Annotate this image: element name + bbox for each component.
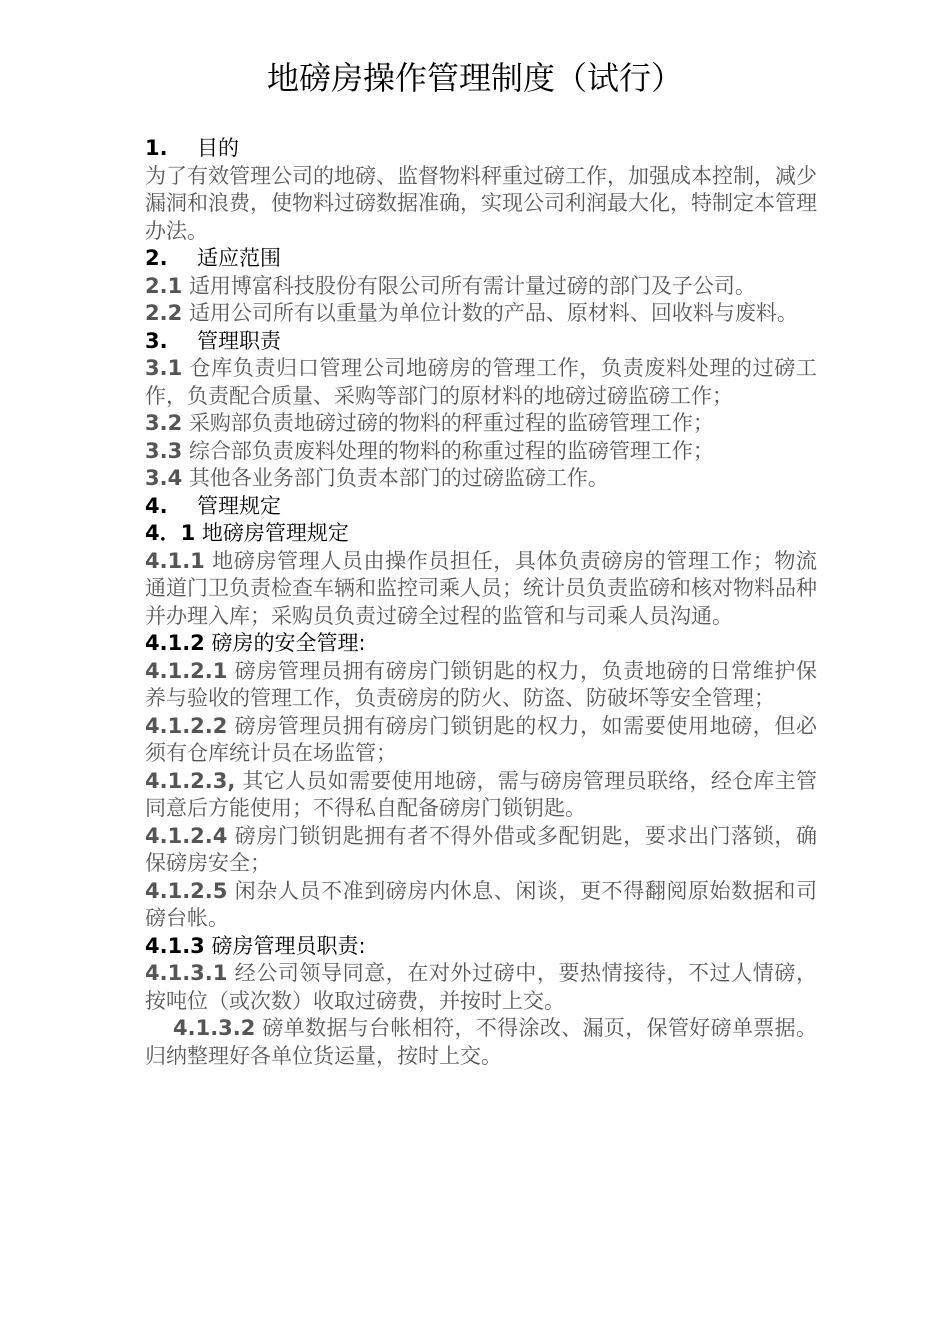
clause <box>145 300 817 328</box>
subsection-title: 磅房管理员职责: <box>211 933 366 958</box>
clause-number: 3.3 <box>145 438 183 463</box>
section-title: 适应范围 <box>197 246 281 270</box>
clause-text: 地磅房管理人员由操作员担任，具体负责磅房的管理工作；物流通道门卫负责检查车辆和监控司乘人员；统计员负责监磅和核对物料品种并办理入库；采购员负责过磅全过程的监管和与司乘人员沟通。 <box>145 548 817 628</box>
subsection-number: 4.1.2 <box>145 631 205 655</box>
subsection-heading <box>145 520 817 548</box>
clause-number: 4.1.2.2 <box>145 713 228 738</box>
clause-number: 3.1 <box>145 356 183 380</box>
section-number: 3. <box>145 328 168 353</box>
clause-number: 4.1.1 <box>145 548 205 573</box>
clause <box>145 713 817 768</box>
section-heading <box>145 328 817 356</box>
section-number: 1. <box>145 136 168 160</box>
clause-text: 经公司领导同意，在对外过磅中，要热情接待，不过人情磅，按吨位（或次数）收取过磅费，并按时上交。 <box>145 961 817 1013</box>
clause <box>145 438 817 466</box>
subsection-title: 磅房的安全管理: <box>211 631 366 655</box>
clause <box>145 1015 817 1070</box>
document-title: 地磅房操作管理制度（试行） <box>266 59 683 97</box>
clause <box>145 410 817 438</box>
section-heading <box>145 135 817 163</box>
clause-text: 采购部负责地磅过磅的物料的秤重过程的监磅管理工作； <box>188 411 714 435</box>
clause <box>145 355 817 410</box>
clause-number: 4.1.2.3, <box>145 768 236 793</box>
clause-number: 2.2 <box>145 301 183 325</box>
document-body <box>145 135 817 1070</box>
clause-number: 4.1.2.5 <box>145 878 228 903</box>
clause-text: 磅房管理员拥有磅房门锁钥匙的权力，如需要使用地磅，但必须有仓库统计员在场监管； <box>145 713 817 765</box>
clause <box>145 960 817 1015</box>
clause-number: 4.1.3.2 <box>173 1016 256 1040</box>
clause-text: 磅房门锁钥匙拥有者不得外借或多配钥匙，要求出门落锁，确保磅房安全； <box>145 823 817 875</box>
section-title: 管理规定 <box>197 493 281 518</box>
clause <box>145 823 817 878</box>
paragraph: 为了有效管理公司的地磅、监督物料秤重过磅工作，加强成本控制，减少漏洞和浪费，使物料过磅数据准确，实现公司利润最大化，特制定本管理办法。 <box>145 163 817 243</box>
section-title: 管理职责 <box>197 328 281 353</box>
section-number: 2. <box>145 246 168 270</box>
clause-text: 磅房管理员拥有磅房门锁钥匙的权力，负责地磅的日常维护保养与验收的管理工作，负责磅房的防火、防盗、防破坏等安全管理； <box>145 658 817 710</box>
section-heading <box>145 493 817 521</box>
clause-number: 4.1.3.1 <box>145 961 228 985</box>
clause-number: 4.1.2.4 <box>145 823 228 848</box>
clause <box>145 273 817 301</box>
clause-text: 磅单数据与台帐相符，不得涂改、漏页，保管好磅单票据。归纳整理好各单位货运量，按时上交。 <box>145 1016 817 1068</box>
clause-text: 其它人员如需要使用地磅，需与磅房管理员联络，经仓库主管同意后方能使用；不得私自配备磅房门锁钥匙。 <box>145 768 817 820</box>
clause <box>145 658 817 713</box>
section-number: 4. <box>145 493 168 518</box>
section-title: 目的 <box>197 136 239 160</box>
clause-number: 2.1 <box>145 273 183 298</box>
subsection-number: 4.1.3 <box>145 933 205 958</box>
clause <box>145 768 817 823</box>
subsection-heading <box>145 933 817 961</box>
clause-text: 仓库负责归口管理公司地磅房的管理工作，负责废料处理的过磅工作，负责配合质量、采购等部门的原材料的地磅过磅监磅工作； <box>145 356 817 408</box>
section-heading <box>145 245 817 273</box>
clause-number: 4.1.2.1 <box>145 658 228 683</box>
clause-text: 其他各业务部门负责本部门的过磅监磅工作。 <box>188 466 609 490</box>
clause-number: 3.4 <box>145 466 183 490</box>
subsection-heading <box>145 630 817 658</box>
subsection-number: 4．1 <box>145 521 196 545</box>
clause-text: 闲杂人员不准到磅房内休息、闲谈，更不得翻阅原始数据和司磅台帐。 <box>145 878 817 930</box>
clause-text: 适用博富科技股份有限公司所有需计量过磅的部门及子公司。 <box>188 273 756 298</box>
clause-text: 适用公司所有以重量为单位计数的产品、原材料、回收料与废料。 <box>188 301 798 325</box>
clause-number: 3.2 <box>145 411 183 435</box>
clause <box>145 878 817 933</box>
clause-text: 综合部负责废料处理的物料的称重过程的监磅管理工作； <box>188 438 714 463</box>
clause <box>145 465 817 493</box>
subsection-title: 地磅房管理规定 <box>201 521 349 545</box>
clause <box>145 548 817 631</box>
